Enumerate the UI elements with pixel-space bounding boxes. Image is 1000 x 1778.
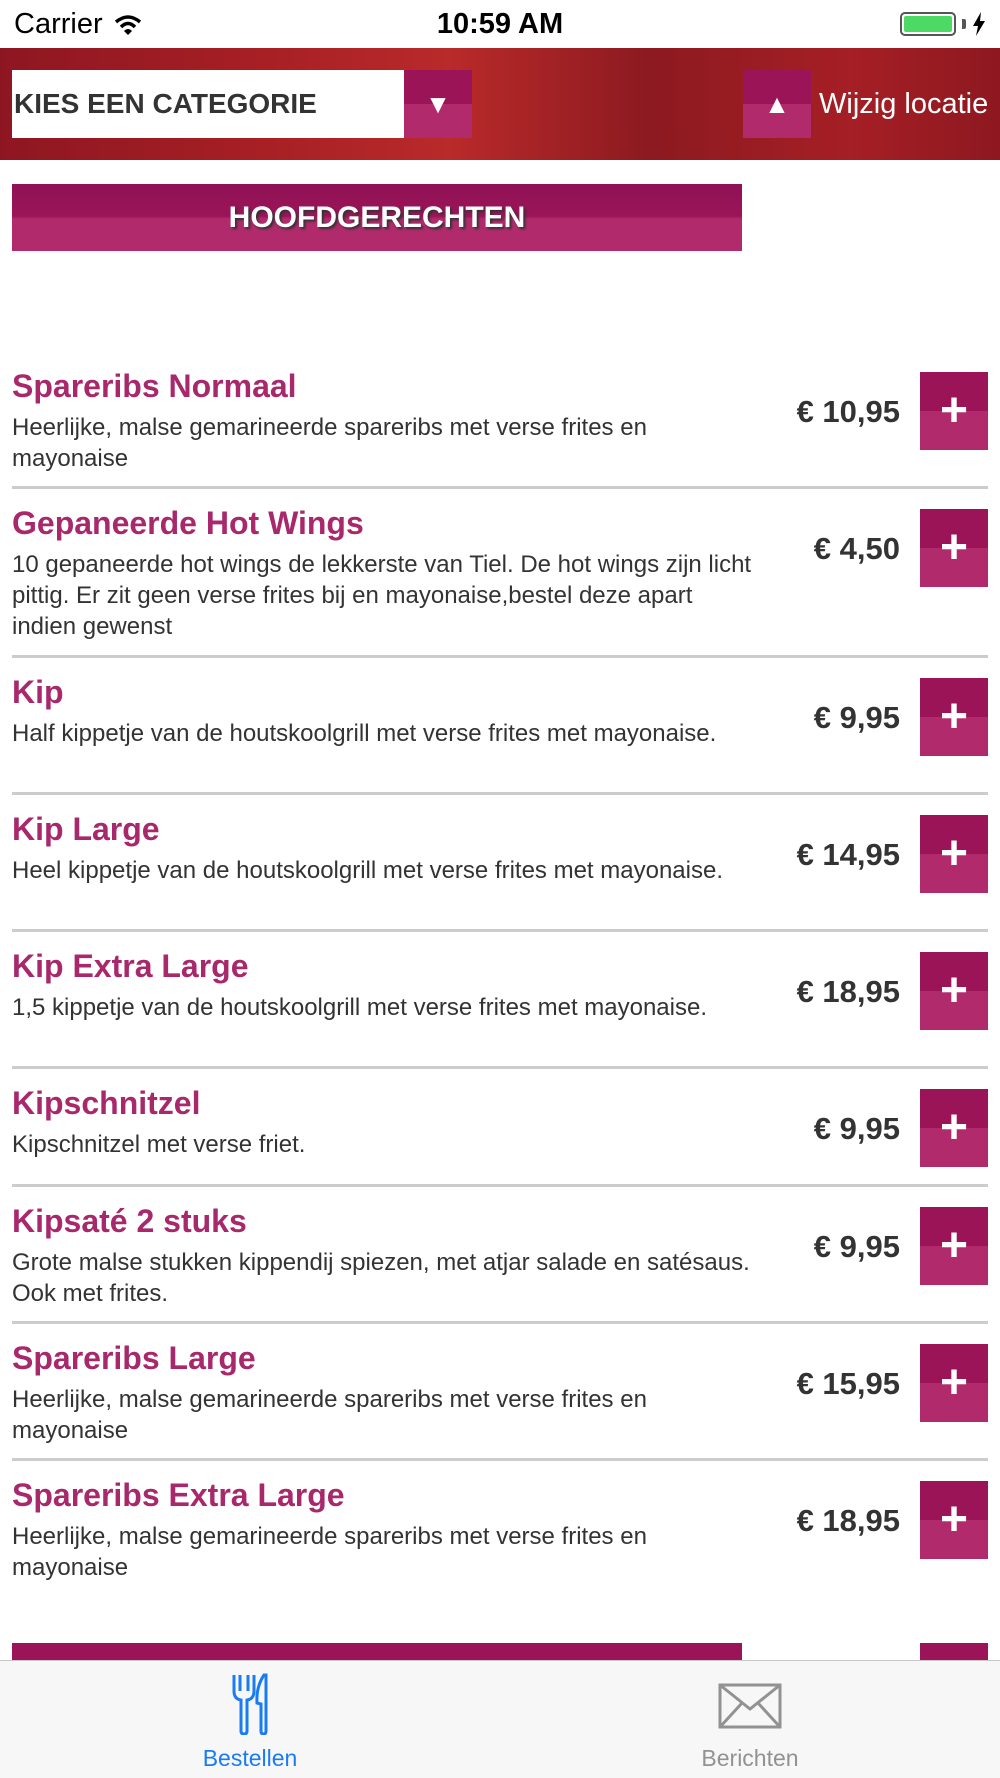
item-description: 10 gepaneerde hot wings de lekkerste van Tiel. De hot wings zijn licht pittig. Er zit geen verse frites bij en mayonaise,bestel deze apart indien gewenst bbox=[12, 551, 752, 640]
tab-label: Berichten bbox=[701, 1745, 799, 1771]
item-price: € 10,95 bbox=[796, 394, 900, 429]
item-name: Kip Extra Large bbox=[12, 948, 249, 984]
item-price: € 4,50 bbox=[813, 531, 900, 566]
item-price: € 18,95 bbox=[796, 974, 900, 1009]
fork-knife-icon bbox=[230, 1673, 270, 1735]
item-name: Gepaneerde Hot Wings bbox=[12, 505, 364, 541]
battery-indicator bbox=[900, 12, 986, 36]
menu-item bbox=[12, 1477, 988, 1581]
change-location-button[interactable] bbox=[743, 70, 988, 138]
divider bbox=[12, 655, 988, 658]
item-description: Grote malse stukken kippendij spiezen, met atjar salade en satésaus. Ook met frites. bbox=[12, 1249, 750, 1307]
item-description: Heerlijke, malse gemarineerde spareribs met verse frites en mayonaise bbox=[12, 1523, 647, 1581]
item-price: € 9,95 bbox=[813, 700, 900, 735]
carrier-label: Carrier bbox=[14, 8, 103, 40]
add-to-cart-button[interactable]: + bbox=[920, 1207, 988, 1285]
item-description: Half kippetje van de houtskoolgrill met verse frites met mayonaise. bbox=[12, 720, 717, 747]
divider bbox=[12, 1458, 988, 1461]
item-description: Heel kippetje van de houtskoolgrill met verse frites met mayonaise. bbox=[12, 857, 723, 884]
divider bbox=[12, 792, 988, 795]
divider bbox=[12, 1321, 988, 1324]
item-price: € 18,95 bbox=[796, 1503, 900, 1538]
item-price: € 14,95 bbox=[796, 837, 900, 872]
item-name: Kipschnitzel bbox=[12, 1085, 201, 1121]
charging-bolt-icon bbox=[972, 12, 986, 36]
add-to-cart-button[interactable]: + bbox=[920, 1089, 988, 1167]
tab-label: Bestellen bbox=[202, 1745, 298, 1771]
divider bbox=[12, 486, 988, 489]
item-description: Heerlijke, malse gemarineerde spareribs met verse frites en mayonaise bbox=[12, 1386, 647, 1444]
menu-item bbox=[12, 948, 988, 1048]
add-to-cart-button[interactable]: + bbox=[920, 952, 988, 1030]
chevron-down-icon[interactable]: ▼ bbox=[404, 70, 472, 138]
item-description: Kipschnitzel met verse friet. bbox=[12, 1131, 306, 1158]
envelope-icon bbox=[718, 1681, 782, 1733]
tab-bar bbox=[0, 1660, 1000, 1778]
category-dropdown[interactable] bbox=[12, 70, 472, 138]
status-bar bbox=[0, 0, 1000, 48]
section-title: HOOFDGERECHTEN bbox=[12, 184, 742, 251]
chevron-up-icon[interactable]: ▲ bbox=[743, 70, 811, 138]
tab-bestellen[interactable] bbox=[0, 1661, 500, 1778]
tab-berichten[interactable] bbox=[500, 1661, 1000, 1778]
menu-item bbox=[12, 1203, 988, 1307]
menu-item bbox=[12, 1085, 988, 1165]
item-price: € 9,95 bbox=[813, 1111, 900, 1146]
add-to-cart-button[interactable]: + bbox=[920, 815, 988, 893]
menu-item bbox=[12, 811, 988, 911]
menu-item bbox=[12, 674, 988, 774]
add-to-cart-button[interactable]: + bbox=[920, 1481, 988, 1559]
location-header bbox=[0, 48, 1000, 160]
divider bbox=[12, 1066, 988, 1069]
item-name: Kipsaté 2 stuks bbox=[12, 1203, 247, 1239]
item-description: Heerlijke, malse gemarineerde spareribs met verse frites en mayonaise bbox=[12, 414, 647, 472]
divider bbox=[12, 1184, 988, 1187]
add-to-cart-button[interactable]: + bbox=[920, 1344, 988, 1422]
status-time: 10:59 AM bbox=[436, 8, 564, 40]
divider bbox=[12, 929, 988, 932]
category-dropdown-label: KIES EEN CATEGORIE bbox=[14, 88, 317, 119]
battery-icon bbox=[900, 12, 956, 36]
add-to-cart-button[interactable]: + bbox=[920, 509, 988, 587]
menu-item bbox=[12, 1340, 988, 1444]
add-to-cart-button[interactable]: + bbox=[920, 678, 988, 756]
item-description: 1,5 kippetje van de houtskoolgrill met verse frites met mayonaise. bbox=[12, 994, 708, 1021]
menu-item bbox=[12, 368, 988, 472]
item-name: Spareribs Extra Large bbox=[12, 1477, 345, 1513]
item-price: € 9,95 bbox=[813, 1229, 900, 1264]
item-price: € 15,95 bbox=[796, 1366, 900, 1401]
menu-item bbox=[12, 505, 988, 640]
add-to-cart-button[interactable]: + bbox=[920, 372, 988, 450]
item-name: Kip Large bbox=[12, 811, 160, 847]
item-name: Kip bbox=[12, 674, 64, 710]
item-name: Spareribs Normaal bbox=[12, 368, 297, 404]
item-name: Spareribs Large bbox=[12, 1340, 256, 1376]
change-location-label[interactable]: Wijzig locatie bbox=[819, 87, 989, 120]
